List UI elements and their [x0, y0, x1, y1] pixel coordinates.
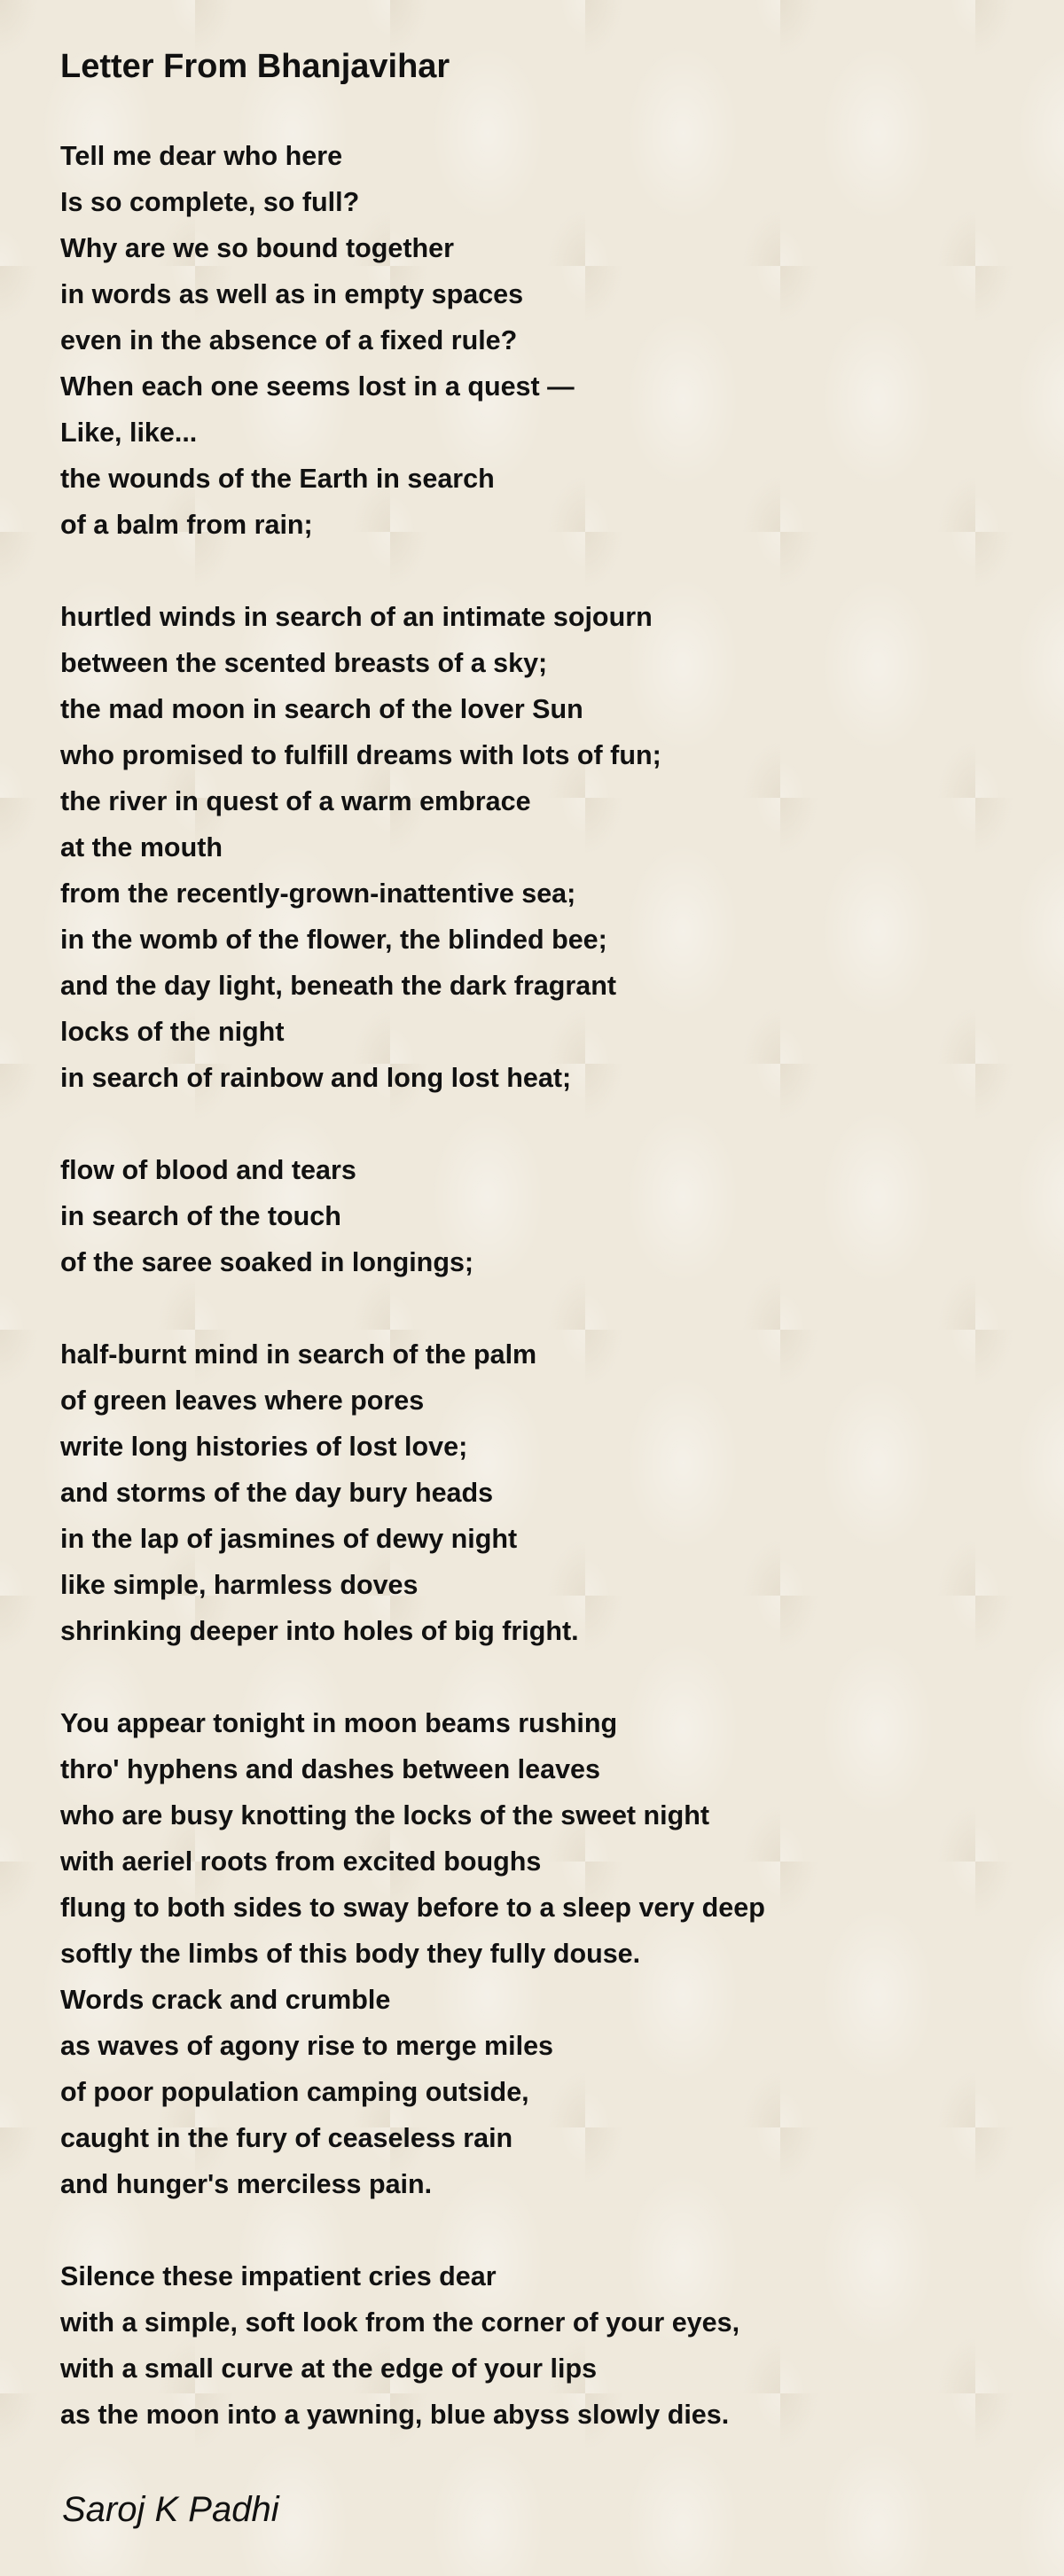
poem-line: and the day light, beneath the dark fragrant — [60, 971, 617, 1001]
poem-line: in search of the touch — [60, 1201, 341, 1231]
poem-title: Letter From Bhanjavihar — [60, 48, 450, 85]
stanza — [60, 594, 1036, 1101]
poem-author: Saroj K Padhi — [62, 2490, 279, 2529]
poem-line: with a simple, soft look from the corner of your eyes, — [60, 2307, 740, 2338]
poem-line: and hunger's merciless pain. — [60, 2169, 433, 2199]
poem-line: in words as well as in empty spaces — [60, 279, 524, 309]
poem-line: the river in quest of a warm embrace — [60, 786, 531, 816]
poem-line: at the mouth — [60, 832, 223, 863]
poem-line: of poor population camping outside, — [60, 2077, 529, 2107]
stanza — [60, 1331, 1036, 1654]
poem-line: Why are we so bound together — [60, 233, 454, 263]
poem-line: with a small curve at the edge of your lips — [60, 2354, 598, 2384]
poem-line: Silence these impatient cries dear — [60, 2261, 497, 2291]
poem-line: the wounds of the Earth in search — [60, 464, 495, 494]
poem-line: as the moon into a yawning, blue abyss slowly dies. — [60, 2400, 730, 2430]
poem-line: flow of blood and tears — [60, 1155, 356, 1185]
poem-line: You appear tonight in moon beams rushing — [60, 1708, 618, 1738]
poem-line: in the lap of jasmines of dewy night — [60, 1524, 518, 1554]
poem-line: Like, like... — [60, 418, 198, 448]
poem-line: half-burnt mind in search of the palm — [60, 1339, 537, 1370]
poem-line: as waves of agony rise to merge miles — [60, 2031, 554, 2061]
stanza — [60, 1700, 1036, 2207]
poem-line: and storms of the day bury heads — [60, 1478, 494, 1508]
stanza — [60, 2253, 1036, 2438]
poem-line: between the scented breasts of a sky; — [60, 648, 548, 678]
poem-line: caught in the fury of ceaseless rain — [60, 2123, 513, 2153]
poem-line: the mad moon in search of the lover Sun — [60, 694, 583, 724]
stanza — [60, 133, 1036, 548]
poem-line: Is so complete, so full? — [60, 187, 360, 217]
poem-line: Tell me dear who here — [60, 141, 343, 171]
poem-line: locks of the night — [60, 1017, 285, 1047]
poem-line: shrinking deeper into holes of big fright. — [60, 1616, 579, 1646]
poem-line: in search of rainbow and long lost heat; — [60, 1063, 572, 1093]
stanza — [60, 1147, 1036, 1285]
poem-line: who promised to fulfill dreams with lots of fun; — [60, 740, 661, 770]
poem-body — [60, 133, 1036, 2484]
poem-line: thro' hyphens and dashes between leaves — [60, 1754, 600, 1784]
poem-line: When each one seems lost in a quest — — [60, 371, 575, 402]
poem-line: softly the limbs of this body they fully douse. — [60, 1939, 641, 1969]
poem-line: of a balm from rain; — [60, 510, 313, 540]
poem-line: write long histories of lost love; — [60, 1432, 468, 1462]
poem-line: Words crack and crumble — [60, 1985, 391, 2015]
poem-line: in the womb of the flower, the blinded bee; — [60, 925, 607, 955]
poem-line: from the recently-grown-inattentive sea; — [60, 878, 576, 909]
poem-line: like simple, harmless doves — [60, 1570, 419, 1600]
poem-line: even in the absence of a fixed rule? — [60, 325, 518, 355]
poem-line: with aeriel roots from excited boughs — [60, 1846, 542, 1877]
poem-line: hurtled winds in search of an intimate sojourn — [60, 602, 653, 632]
poem-line: flung to both sides to sway before to a sleep very deep — [60, 1893, 765, 1923]
poem-line: of green leaves where pores — [60, 1386, 425, 1416]
poem-line: who are busy knotting the locks of the sweet night — [60, 1800, 710, 1831]
poem-line: of the saree soaked in longings; — [60, 1247, 474, 1277]
